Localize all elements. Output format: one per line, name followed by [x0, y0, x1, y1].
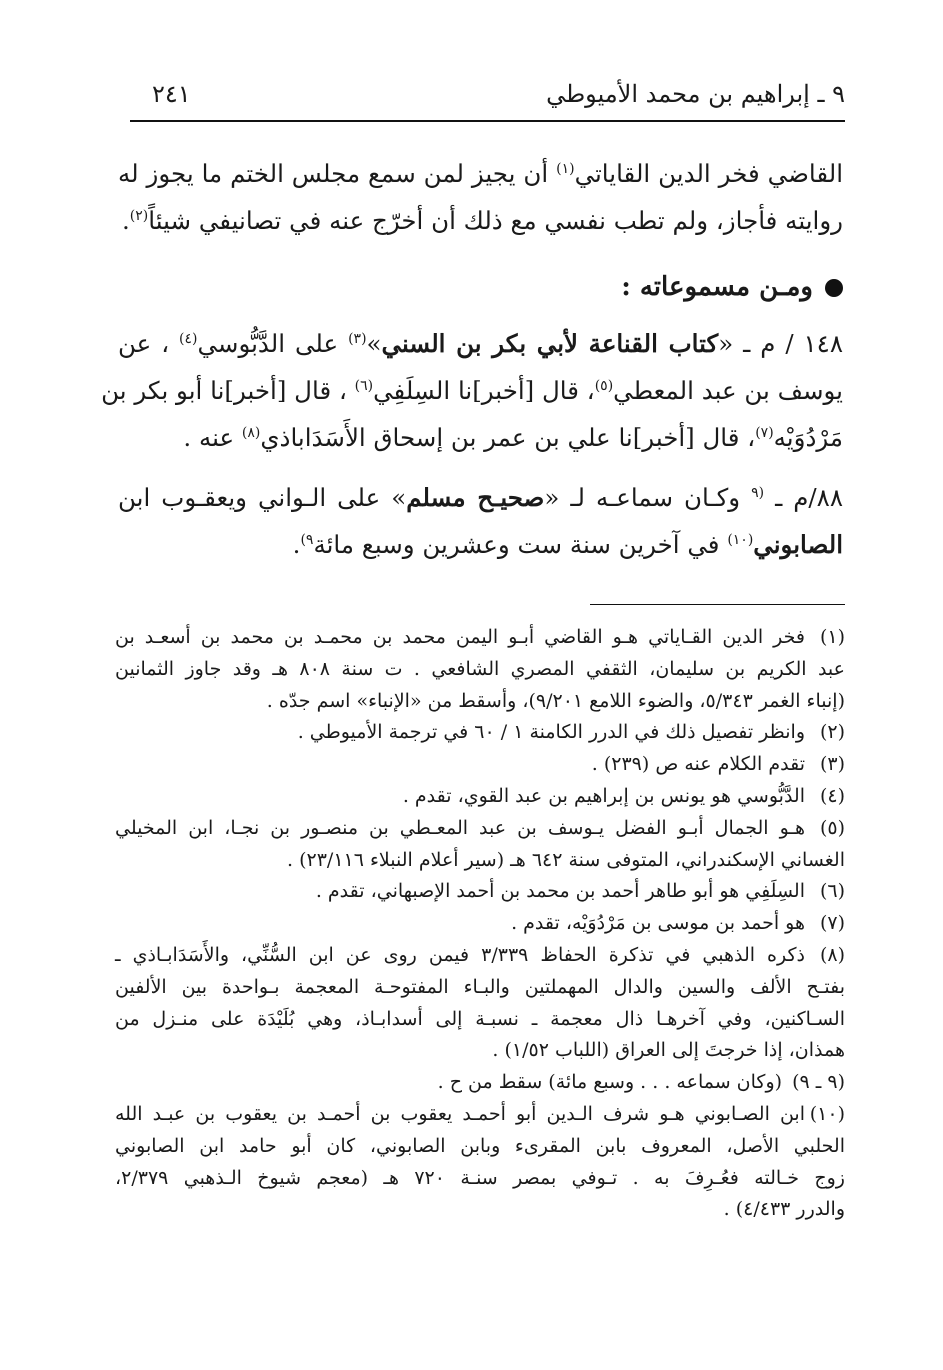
paragraph-entry-88: [118, 474, 843, 568]
paragraph-line: الصابوني$^{(١٠)}$ في آخرين سنة ست وعشرين وسبع مائة$^{٩)}$.: [292, 530, 843, 559]
footnote: [115, 908, 845, 940]
footnote-ref: (١): [556, 160, 575, 177]
footnote-ref: (١٠): [727, 531, 754, 548]
footnote-ref: (٦): [354, 377, 374, 394]
footnote-line: بفتـح الألف والسين والدال المهملتين والبـاء المفتوحـة المعجمة بـواحدة بين الألفين: [115, 975, 845, 998]
footnote-number: (١): [819, 626, 845, 648]
footnote: [115, 622, 845, 717]
footnote-number: (٧): [819, 912, 845, 935]
page-header: [130, 72, 845, 120]
footnote-ref: (٨): [241, 424, 261, 441]
footnote-line: (٢)وانظر تفصيل ذلك في الدرر الكامنة ١ / ٦٠ في ترجمة الأميوطي .: [115, 717, 845, 749]
footnote-ref: (٤): [179, 330, 198, 347]
footnote-line: السـاكنين، وفي آخرهـا ذال معجمة ـ نسبـة إلى أسدابـاذ، وهي بُلَيْدَة على منـزل من: [115, 1007, 845, 1030]
footnote-ref: (٣): [348, 330, 367, 347]
section-heading: ومـن مسموعاته :: [621, 272, 843, 302]
footnote-line: عبد الكريم بن سليمان، الثقفي المصري الشافعي . ت سنة ٨٠٨ هـ وقد جاوز الثمانين: [115, 657, 845, 680]
footnote: [115, 876, 845, 908]
paragraph-intro: [118, 150, 843, 244]
footnote: [115, 717, 845, 749]
footnote-ref: (٥): [594, 377, 614, 394]
footnote-line: (٧)هو أحمد بن موسى بن مَرْدُوَيْه، تقدم .: [115, 908, 845, 940]
footnote-number: (١٠): [809, 1102, 845, 1125]
page-number: ٢٤١: [152, 80, 191, 108]
footnote-number: (٤): [819, 784, 845, 807]
paragraph-line: القاضي فخر الدين القاياتي$^{(١)}$ أن يجيز لمن سمع مجلس الختم ما يجوز له: [118, 159, 843, 188]
footnote-line: (٣)تقدم الكلام عنه ص (٢٣٩) .: [115, 749, 845, 781]
footnote-line: (٥)هـو الجمال أبـو الفضل يـوسف بن عبد المعـطي بن منصـور بن نجـا، ابن المخيلي: [115, 813, 845, 845]
paragraph-line: يوسف بن عبد المعطي$^{(٥)}$، قال [أخبر]نا السِلَفِي$^{(٦)}$ ، قال [أخبر]نا أبو بكر بن: [101, 376, 843, 405]
footnote-number: (٢): [819, 721, 845, 744]
footnote-ref: ٩): [300, 531, 314, 548]
footnote: [115, 749, 845, 781]
paragraph-line: مَرْدُوَيْه$^{(٧)}$، قال [أخبر]نا علي بن عمر بن إسحاق الأَسَدَاباذي$^{(٨)}$ عنه .: [183, 423, 843, 452]
footnote: [115, 813, 845, 877]
paragraph-line: ١٤٨ / م ـ «كتاب القناعة لأبي بكر بن السني»$^{(٣)}$ على الدَّبُّوسي$^{(٤)}$ ، عن: [118, 329, 843, 358]
book-title: صحيـح مسلم: [406, 483, 545, 512]
paragraph-entry-148: [101, 320, 843, 461]
book-title: كتاب القناعة لأبي بكر بن السني: [381, 329, 719, 358]
footnote-number: (٣): [819, 753, 845, 776]
footnote-rule: [590, 604, 845, 605]
footnote-number: (٥): [819, 816, 845, 839]
footnote-line: والدرر ٤/٤٣٣) .: [723, 1198, 845, 1221]
header-rule: [130, 120, 845, 122]
footnotes: [115, 622, 845, 1226]
footnote-ref: (٢): [129, 207, 149, 224]
footnote-line: (٨)ذكره الذهبي في تذكرة الحفاظ ٣/٣٣٩ فيمن روى عن ابن السُّنِّي، والأَسَدَابـاذي ـ: [115, 940, 845, 972]
footnote-ref: (٧): [755, 424, 774, 441]
footnote: [115, 1099, 845, 1226]
footnote-line: (٦)السِلَفِي هو أبو طاهر أحمد بن محمد بن أحمد الإصبهاني، تقدم .: [115, 876, 845, 908]
footnote: [115, 1067, 845, 1099]
footnote-line: زوج خـالته فعُـرِفَ به . تـوفي بمصر سنـة ٧٢٠ هـ (معجم شيوخ الـذهبي ٢/٣٧٩،: [115, 1166, 845, 1189]
footnote-line: (١)فخر الدين القـاياتي هـو القاضي أبـو اليمن محمد بن محمـد بن محمد بن أسعـد بن: [115, 622, 845, 654]
footnote-number: (٨): [819, 943, 845, 966]
footnote-line: (١٠)ابن الصـابوني هـو شرف الـدين أبو أحمـد يعقوب بن أحمـد بن يعقوب بن عبـد الله: [115, 1099, 845, 1131]
bullet-icon: [825, 279, 843, 297]
footnote: [115, 940, 845, 1067]
footnote-number: (٦): [819, 880, 845, 903]
footnote: [115, 781, 845, 813]
footnote-ref: (٩: [751, 484, 765, 501]
running-title: ٩ ـ إبراهيم بن محمد الأميوطي: [546, 80, 845, 108]
footnote-line: همذان، إذا خرجتَ إلى العراق (اللباب ١/٥٢) .: [492, 1039, 845, 1062]
footnote-number: (٩ ـ ٩): [792, 1071, 845, 1094]
footnote-line: الحلبي الأصل، المعروف بابن المقرىء وبابن الصابوني، كان أبو حامد ابن الصابوني: [115, 1134, 845, 1157]
footnote-line: الغساني الإسكندراني، المتوفى سنة ٦٤٢ هـ (سير أعلام النبلاء ٢٣/١١٦) .: [287, 848, 845, 871]
footnote-line: (٩ ـ ٩)(وكان سماعه . . . وسبع مائة) سقط من ح .: [115, 1067, 845, 1099]
paragraph-line: ٨٨/م ـ $^{(٩}$ وكـان سماعـه لـ «صحيـح مسلم» على الـواني ويعقـوب ابن: [118, 483, 843, 512]
footnote-line: (إنباء الغمر ٥/٣٤٣، والضوء اللامع ٩/٢٠١)، وأسقط من «الإنباء» اسم جدّه .: [266, 689, 845, 712]
paragraph-line: روايته فأجاز، ولم تطب نفسي مع ذلك أن أخرّج عنه في تصانيفي شيئاً$^{(٢)}$.: [121, 206, 843, 235]
footnote-line: (٤)الدَّبُّوسي هو يونس بن إبراهيم بن عبد القوي، تقدم .: [115, 781, 845, 813]
